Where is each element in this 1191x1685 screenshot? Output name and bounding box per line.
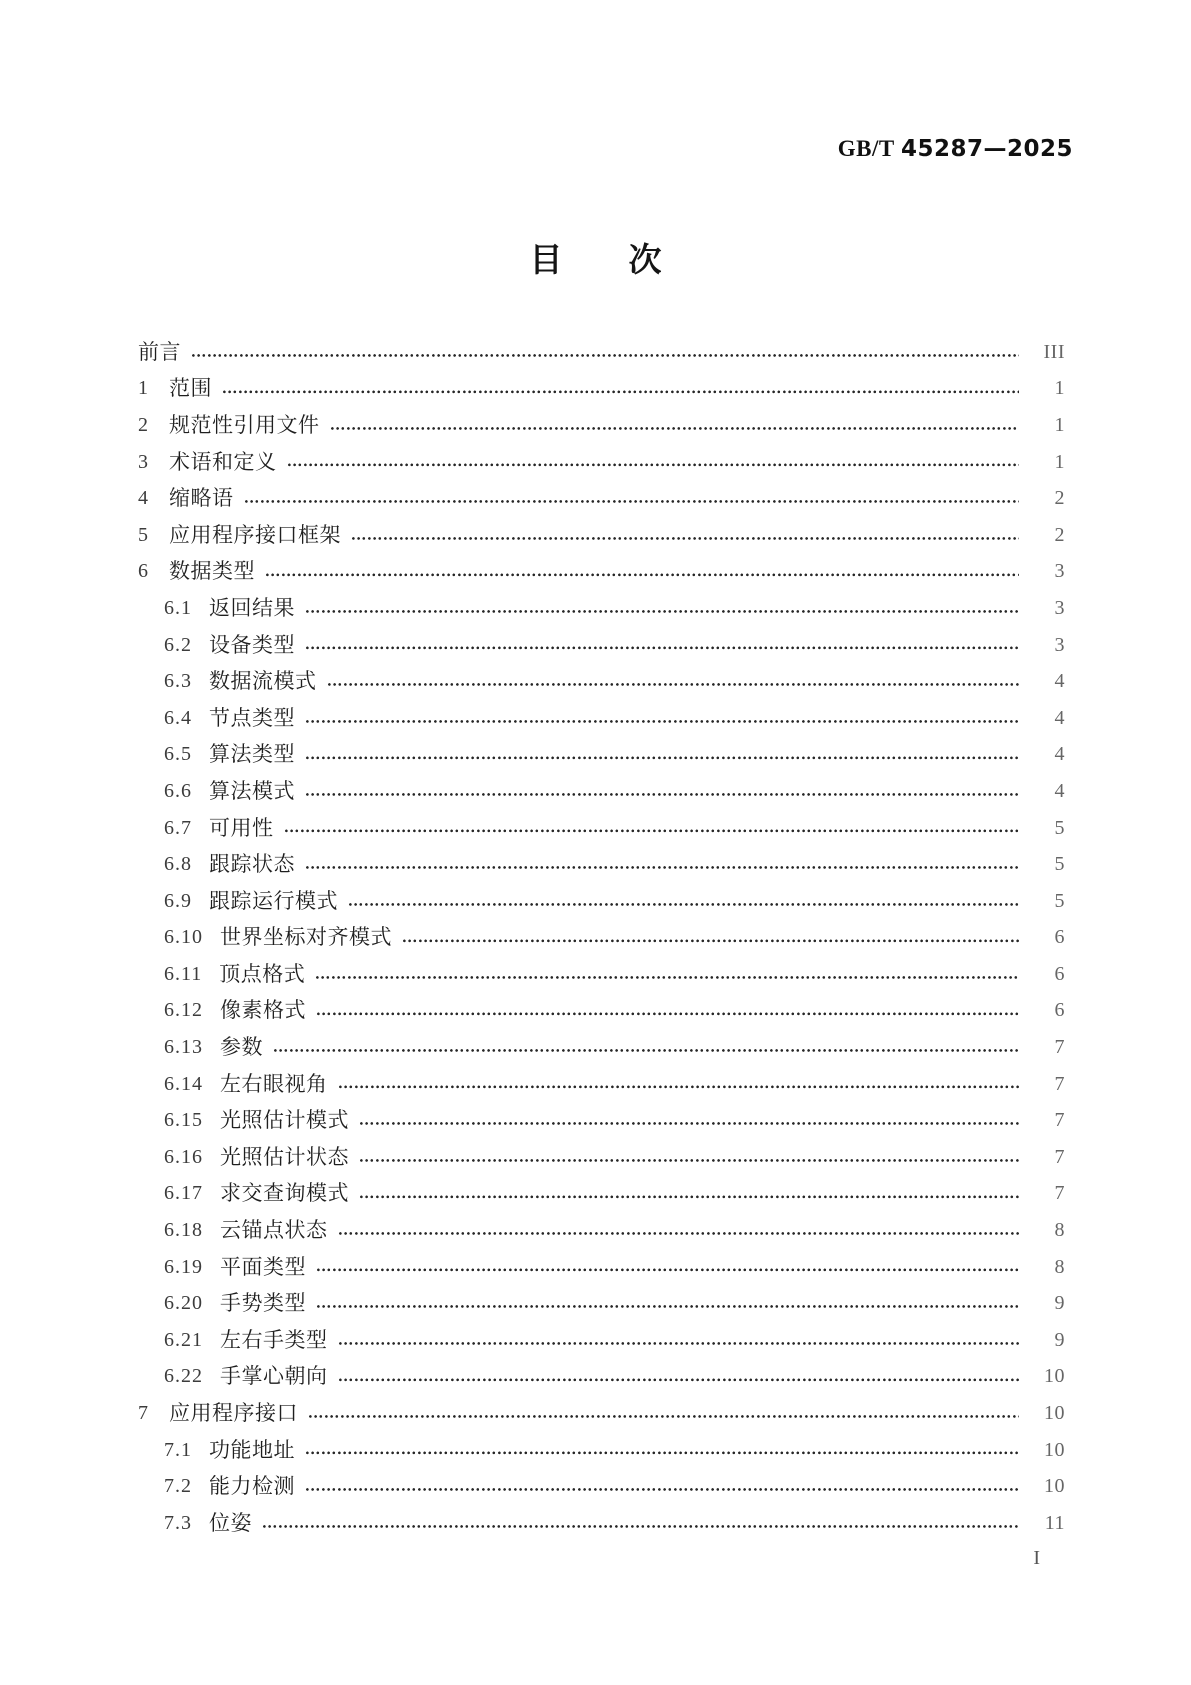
toc-entry [138,1139,1065,1176]
toc-entry [138,1249,1065,1286]
toc-entry-number: 6.1 [164,596,192,619]
toc-entry-label: 顶点格式 [219,961,306,986]
toc-entry [138,554,1065,591]
toc-entry-page: 11 [1044,1511,1065,1534]
toc-entry [138,1359,1065,1396]
dotted-leader [316,1249,1019,1286]
dotted-leader [305,773,1019,810]
toc-entry-label: 功能地址 [209,1437,295,1462]
dotted-leader [359,1176,1019,1213]
standard-code-prefix: GB/T [837,136,895,161]
dotted-leader [338,1066,1020,1103]
toc-entry-page: 4 [1054,706,1065,729]
toc-entry [138,334,1065,371]
toc-entry-number: 6.8 [164,853,192,876]
toc-entry-number: 6.20 [164,1292,203,1315]
toc-entry-page: 10 [1044,1438,1065,1461]
toc-entry-number: 2 [138,413,149,436]
dotted-leader [316,993,1019,1030]
dotted-leader [244,480,1020,517]
toc-entry [138,663,1065,700]
toc-entry-label: 手掌心朝向 [220,1364,328,1389]
dotted-leader [284,810,1020,847]
toc-entry-number: 6.18 [164,1219,203,1242]
toc-entry-label: 像素格式 [220,998,306,1023]
toc-entry-number: 6 [138,560,149,583]
dotted-leader [338,1212,1020,1249]
toc-entry-number: 4 [138,487,149,510]
toc-entry [138,517,1065,554]
toc-entry [138,371,1065,408]
dotted-leader [305,700,1019,737]
toc-entry-label: 平面类型 [220,1254,306,1279]
toc-entry-label: 数据流模式 [209,669,317,694]
toc-entry-page: 7 [1054,1072,1065,1095]
toc-entry-number: 6.17 [164,1182,203,1205]
toc-entry-label: 应用程序接口 [169,1401,298,1426]
standard-code-number: 45287—2025 [900,136,1073,162]
dotted-leader [265,554,1019,591]
toc-entry-number: 6.19 [164,1255,203,1278]
toc-entry-label: 前言 [138,339,181,364]
dotted-leader [308,1395,1019,1432]
toc-entry-number: 3 [138,450,149,473]
toc-entry [138,1395,1065,1432]
toc-entry-label: 缩略语 [169,486,234,511]
toc-entry-page: 10 [1044,1365,1065,1388]
dotted-leader [305,737,1019,774]
toc-entry-number: 6.9 [164,889,192,912]
page-title: 目 次 [529,240,662,279]
toc-entry-label: 跟踪状态 [209,852,295,877]
toc-entry [138,1212,1065,1249]
toc-entry-page: 4 [1054,670,1065,693]
toc-entry-number: 6.21 [164,1328,203,1351]
dotted-leader [222,371,1019,408]
dotted-leader [305,846,1019,883]
toc-entry [138,1066,1065,1103]
toc-entry-number: 6.14 [164,1072,203,1095]
dotted-leader [305,1432,1019,1469]
dotted-leader [316,1285,1019,1322]
toc-entry-label: 节点类型 [209,705,295,730]
toc-entry-page: 8 [1054,1255,1065,1278]
toc-entry [138,737,1065,774]
dotted-leader [262,1505,1019,1542]
toc-entry-page: 7 [1054,1145,1065,1168]
toc-entry-page: 9 [1054,1328,1065,1351]
toc-entry-number: 5 [138,523,149,546]
toc-entry-page: 5 [1054,853,1065,876]
dotted-leader [327,663,1020,700]
toc-entry-page: 3 [1054,633,1065,656]
toc-entry-page: 2 [1054,487,1065,510]
dotted-leader [402,920,1019,957]
toc-entry-label: 世界坐标对齐模式 [220,925,392,950]
dotted-leader [338,1359,1020,1396]
toc-entry-label: 能力检测 [209,1474,295,1499]
toc-entry [138,590,1065,627]
toc-entry-number: 6.3 [164,670,192,693]
toc-entry-page: 1 [1054,413,1065,436]
toc-entry [138,773,1065,810]
toc-entry [138,1468,1065,1505]
toc-entry-number: 1 [138,377,149,400]
toc-entry-number: 6.12 [164,999,203,1022]
toc-entry [138,444,1065,481]
toc-entry [138,1102,1065,1139]
toc-entry-page: 3 [1054,596,1065,619]
toc-entry [138,1505,1065,1542]
toc-entry-label: 跟踪运行模式 [209,888,338,913]
toc-entry-number: 6.10 [164,926,203,949]
toc-entry-label: 参数 [220,1035,263,1060]
toc-entry-label: 数据类型 [169,559,255,584]
toc-entry-page: 3 [1054,560,1065,583]
toc-entry-label: 算法类型 [209,742,295,767]
toc-entry [138,920,1065,957]
toc-entry-page: 1 [1054,450,1065,473]
toc-entry-label: 光照估计模式 [220,1108,349,1133]
toc-entry-page: 5 [1054,889,1065,912]
toc-entry [138,1322,1065,1359]
dotted-leader [330,407,1020,444]
toc-entry-page: 7 [1054,1182,1065,1205]
toc-entry-label: 手势类型 [220,1291,306,1316]
toc-entry [138,846,1065,883]
dotted-leader [359,1102,1019,1139]
toc-entry-number: 7.3 [164,1511,192,1534]
table-of-contents [138,334,1065,1542]
toc-entry-page: 6 [1054,926,1065,949]
toc-entry-label: 左右眼视角 [220,1071,328,1096]
toc-entry-label: 返回结果 [209,595,295,620]
toc-entry-number: 6.4 [164,706,192,729]
toc-entry-label: 求交查询模式 [220,1181,349,1206]
dotted-leader [305,627,1019,664]
toc-entry-label: 左右手类型 [220,1327,328,1352]
toc-entry-page: 8 [1054,1219,1065,1242]
toc-entry-page: 4 [1054,743,1065,766]
toc-entry [138,1029,1065,1066]
toc-entry-page: 6 [1054,962,1065,985]
toc-entry-label: 光照估计状态 [220,1144,349,1169]
toc-entry [138,700,1065,737]
toc-entry-number: 6.16 [164,1145,203,1168]
dotted-leader [315,956,1019,993]
toc-entry-number: 6.13 [164,1036,203,1059]
toc-entry-page: 4 [1054,779,1065,802]
toc-entry-page: 7 [1054,1036,1065,1059]
toc-entry-number: 7.2 [164,1475,192,1498]
toc-entry-number: 6.11 [164,962,203,985]
standard-code [838,136,1073,162]
footer-page-number: I [1033,1547,1040,1569]
toc-entry [138,407,1065,444]
toc-entry [138,883,1065,920]
toc-entry-page: 9 [1054,1292,1065,1315]
toc-entry [138,480,1065,517]
toc-entry [138,993,1065,1030]
dotted-leader [351,517,1019,554]
toc-entry-number: 6.22 [164,1365,203,1388]
toc-entry [138,627,1065,664]
toc-entry-label: 可用性 [209,815,274,840]
toc-entry [138,1432,1065,1469]
toc-entry-page: 10 [1044,1475,1065,1498]
dotted-leader [273,1029,1019,1066]
toc-entry-label: 术语和定义 [169,449,277,474]
toc-entry-number: 6.7 [164,816,192,839]
toc-entry-label: 云锚点状态 [220,1218,328,1243]
toc-entry-number: 6.6 [164,779,192,802]
toc-entry [138,956,1065,993]
toc-entry-page: 5 [1054,816,1065,839]
toc-entry [138,1285,1065,1322]
toc-entry-number: 6.15 [164,1109,203,1132]
dotted-leader [348,883,1019,920]
toc-entry [138,1176,1065,1213]
toc-entry-number: 6.5 [164,743,192,766]
toc-entry-page: 6 [1054,999,1065,1022]
toc-entry-label: 应用程序接口框架 [169,522,341,547]
toc-entry-page: 10 [1044,1402,1065,1425]
toc-entry [138,810,1065,847]
dotted-leader [305,590,1019,627]
dotted-leader [287,444,1020,481]
toc-entry-label: 范围 [169,376,212,401]
toc-entry-label: 规范性引用文件 [169,412,320,437]
toc-entry-page: 1 [1054,377,1065,400]
dotted-leader [338,1322,1020,1359]
toc-entry-number: 7.1 [164,1438,192,1461]
toc-entry-label: 位姿 [209,1510,252,1535]
toc-entry-number: 7 [138,1402,149,1425]
toc-entry-page: 7 [1054,1109,1065,1132]
dotted-leader [359,1139,1019,1176]
dotted-leader [305,1468,1019,1505]
toc-entry-label: 算法模式 [209,778,295,803]
toc-entry-label: 设备类型 [209,632,295,657]
toc-entry-page: 2 [1054,523,1065,546]
toc-entry-number: 6.2 [164,633,192,656]
dotted-leader [191,334,1019,371]
toc-entry-page: III [1043,340,1065,363]
